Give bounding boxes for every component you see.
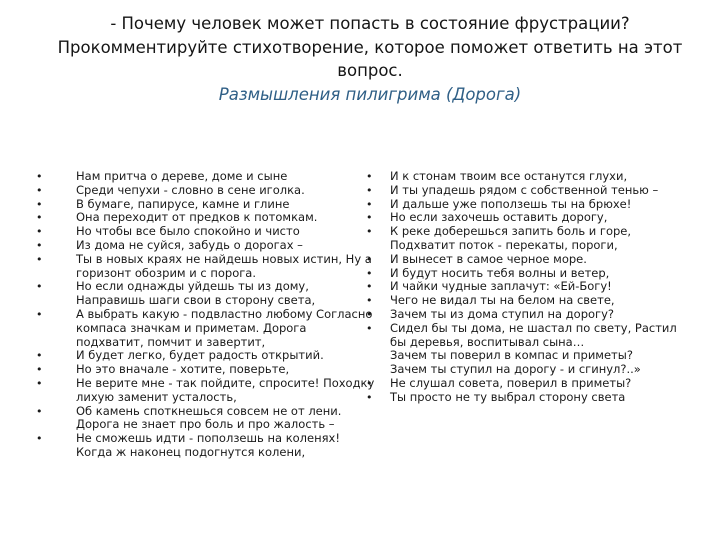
- poem-line: • Не верите мне - так пойдите, спросите! Походку лихую заменит усталость,: [76, 377, 376, 405]
- poem-line: • Нам притча о дереве, доме и сыне: [76, 170, 376, 184]
- poem-right-column: [390, 170, 690, 405]
- poem-line: • И будет легко, будет радость открытий.: [76, 349, 376, 363]
- poem-line: • И чайки чудные заплачут: «Ей-Богу!: [390, 280, 690, 294]
- poem-line: • И к стонам твоим все останутся глухи,: [390, 170, 690, 184]
- poem-line: • Не слушал совета, поверил в приметы?: [390, 377, 690, 391]
- poem-line: • И дальше уже поползешь ты на брюхе!: [390, 198, 690, 212]
- poem-line: • Сидел бы ты дома, не шастал по свету, Растил бы деревья, воспитывал сына…: [390, 322, 690, 350]
- poem-line: • Среди чепухи - словно в сене иголка.: [76, 184, 376, 198]
- question-line-3: вопрос.: [337, 61, 403, 80]
- poem-line: • Но если однажды уйдешь ты из дому, Направишь шаги свои в сторону света,: [76, 280, 376, 308]
- poem-line: • Но это вначале - хотите, поверьте,: [76, 363, 376, 377]
- poem-left-column: [76, 170, 376, 460]
- poem-line: • Об камень споткнешься совсем не от лени. Дорога не знает про боль и про жалость –: [76, 405, 376, 433]
- poem-line: • А выбрать какую - подвластно любому Согласно компаса значкам и приметам. Дорога подхватит, помчит и завертит,: [76, 308, 376, 349]
- poem-line: • Но если захочешь оставить дорогу,: [390, 211, 690, 225]
- poem-line: • Зачем ты из дома ступил на дорогу?: [390, 308, 690, 322]
- poem-line: • Ты просто не ту выбрал сторону света: [390, 391, 690, 405]
- poem-line: Зачем ты ступил на дорогу - и сгинул?..»: [390, 362, 641, 377]
- poem-line: • И будут носить тебя волны и ветер,: [390, 267, 690, 281]
- poem-line: • Но чтобы все было спокойно и чисто: [76, 225, 376, 239]
- poem-line: Зачем ты поверил в компас и приметы?: [390, 348, 633, 363]
- poem-line: • Она переходит от предков к потомкам.: [76, 211, 376, 225]
- question-line-1: - Почему человек может попасть в состояние фрустрации?: [110, 14, 630, 33]
- poem-line: • К реке доберешься запить боль и горе, Подхватит поток - перекаты, пороги,: [390, 225, 690, 253]
- poem-line: • Чего не видал ты на белом на свете,: [390, 294, 690, 308]
- poem-title: Размышления пилигрима (Дорога): [218, 84, 522, 104]
- poem-line: • Из дома не суйся, забудь о дорогах –: [76, 239, 376, 253]
- slide-header: [40, 12, 700, 106]
- question-line-2: Прокомментируйте стихотворение, которое поможет ответить на этот: [57, 37, 683, 57]
- poem-line: • Ты в новых краях не найдешь новых истин, Ну а горизонт обозрим и с порога.: [76, 253, 376, 281]
- poem-line: • В бумаге, папирусе, камне и глине: [76, 198, 376, 212]
- poem-line: • Не сможешь идти - поползешь на коленях! Когда ж наконец подогнутся колени,: [76, 432, 376, 460]
- poem-line: • И вынесет в самое черное море.: [390, 253, 690, 267]
- poem-line: • И ты упадешь рядом с собственной тенью –: [390, 184, 690, 198]
